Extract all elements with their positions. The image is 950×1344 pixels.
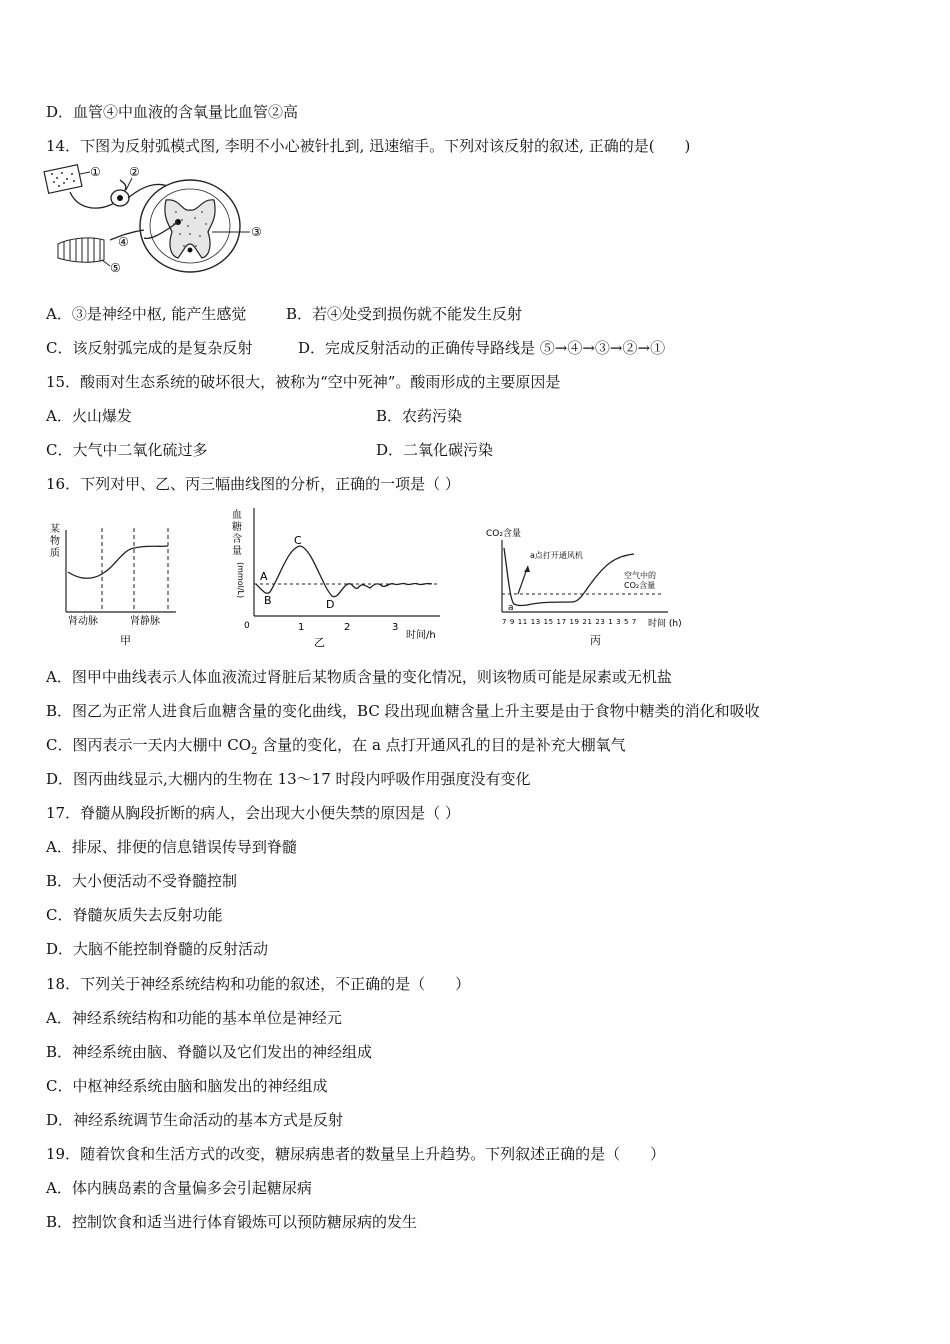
q18-option-d: D．神经系统调节生命活动的基本方式是反射 bbox=[46, 1111, 344, 1129]
chart-jia-x1: 肾动脉 bbox=[68, 616, 98, 627]
q16-option-c-sub: 2 bbox=[251, 746, 258, 757]
q14-stem: 14．下图为反射弧模式图, 李明不小心被针扎到, 迅速缩手。下列对该反射的叙述, 正确的是( ) bbox=[46, 137, 691, 155]
chart-jia-ylabel-3: 质 bbox=[50, 548, 60, 559]
q17-option-d: D．大脑不能控制脊髓的反射活动 bbox=[46, 940, 269, 958]
arrow-up-icon bbox=[524, 566, 530, 572]
q14-option-a: A．③是神经中枢, 能产生感觉 bbox=[46, 305, 247, 323]
chart-bing-legend-2: CO₂含量 bbox=[624, 581, 656, 590]
label-5: ⑤ bbox=[110, 261, 121, 275]
chart-bing-caption: 丙 bbox=[590, 634, 601, 647]
muscle-effector-icon bbox=[58, 238, 104, 262]
q15-option-a: A．火山爆发 bbox=[46, 407, 132, 425]
chart-yi-ylabel-1: 血 bbox=[232, 510, 242, 521]
q18-stem: 18．下列关于神经系统结构和功能的叙述，不正确的是（ ） bbox=[46, 975, 471, 993]
q19-option-b: B．控制饮食和适当进行体育锻炼可以预防糖尿病的发生 bbox=[46, 1213, 418, 1231]
q13-option-d: D．血管④中血液的含氧量比血管②高 bbox=[46, 103, 299, 121]
q15-option-d: D．二氧化碳污染 bbox=[376, 441, 494, 459]
q16-stem: 16．下列对甲、乙、丙三幅曲线图的分析，正确的一项是（ ） bbox=[46, 475, 460, 493]
chart-jia-x2: 肾静脉 bbox=[130, 616, 160, 627]
chart-bing bbox=[484, 526, 694, 650]
q17-option-a: A．排尿、排便的信息错误传导到脊髓 bbox=[46, 838, 297, 856]
chart-yi-point-b: B bbox=[264, 594, 272, 607]
chart-yi-point-a: A bbox=[260, 570, 268, 583]
q16-option-a: A．图甲中曲线表示人体血液流过肾脏后某物质含量的变化情况，则该物质可能是尿素或无机盐 bbox=[46, 668, 672, 686]
chart-jia-ylabel-1: 某 bbox=[50, 524, 60, 535]
chart-yi-unit: (mmol/L) bbox=[236, 562, 245, 599]
label-1: ① bbox=[90, 165, 101, 179]
q15-option-b: B．农药污染 bbox=[376, 407, 463, 425]
chart-yi-origin: 0 bbox=[244, 621, 250, 631]
q16-option-c-pre: C．图丙表示一天内大棚中 CO bbox=[46, 736, 252, 754]
chart-yi-caption: 乙 bbox=[314, 636, 325, 649]
chart-yi-tick-3: 3 bbox=[392, 622, 399, 633]
chart-bing-point-a: a bbox=[508, 603, 514, 613]
q16-option-b: B．图乙为正常人进食后血糖含量的变化曲线，BC 段出现血糖含量上升主要是由于食物中糖类的消化和吸收 bbox=[46, 702, 760, 720]
chart-yi-xlabel: 时间/h bbox=[406, 630, 436, 641]
q18-option-b: B．神经系统由脑、脊髓以及它们发出的神经组成 bbox=[46, 1043, 373, 1061]
q19-stem: 19．随着饮食和生活方式的改变，糖尿病患者的数量呈上升趋势。下列叙述正确的是（ ） bbox=[46, 1145, 666, 1163]
label-4: ④ bbox=[118, 235, 129, 249]
label-3: ③ bbox=[251, 225, 262, 239]
q17-stem: 17．脊髓从胸段折断的病人，会出现大小便失禁的原因是（ ） bbox=[46, 804, 460, 822]
q15-option-c: C．大气中二氧化硫过多 bbox=[46, 441, 208, 459]
q17-option-c: C．脊髓灰质失去反射功能 bbox=[46, 906, 223, 924]
chart-bing-annotation: a点打开通风机 bbox=[530, 551, 583, 560]
q18-option-c: C．中枢神经系统由脑和脑发出的神经组成 bbox=[46, 1077, 328, 1095]
chart-bing-ticks: 7 9 11 13 15 17 19 21 23 1 3 5 7 bbox=[502, 618, 637, 626]
chart-yi-point-c: C bbox=[294, 534, 302, 547]
chart-bing-xlabel: 时间 (h) bbox=[648, 619, 682, 629]
q17-option-b: B．大小便活动不受脊髓控制 bbox=[46, 872, 238, 890]
q16-option-c bbox=[46, 735, 626, 762]
chart-jia-ylabel-2: 物 bbox=[50, 536, 60, 547]
chart-yi-curve bbox=[256, 546, 432, 597]
reflex-arc-diagram bbox=[40, 160, 280, 280]
chart-yi-ylabel-2: 糖 bbox=[232, 522, 242, 533]
chart-yi bbox=[228, 504, 450, 650]
chart-jia bbox=[44, 520, 194, 650]
chart-yi-tick-1: 1 bbox=[298, 622, 305, 633]
chart-jia-caption: 甲 bbox=[120, 634, 131, 647]
skin-receptor-icon bbox=[44, 165, 82, 194]
q16-option-d: D．图丙曲线显示,大棚内的生物在 13～17 时段内呼吸作用强度没有变化 bbox=[46, 770, 531, 788]
q15-stem: 15．酸雨对生态系统的破坏很大，被称为“空中死神”。酸雨形成的主要原因是 bbox=[46, 373, 561, 391]
q16-option-c-post: 含量的变化，在 a 点打开通风孔的目的是补充大棚氧气 bbox=[257, 736, 626, 754]
q14-option-b: B．若④处受到损伤就不能发生反射 bbox=[286, 305, 523, 323]
label-2: ② bbox=[129, 165, 140, 179]
chart-yi-ylabel-3: 含 bbox=[232, 534, 242, 545]
chart-jia-curve bbox=[68, 546, 168, 578]
q14-option-d: D．完成反射活动的正确传导路线是 ⑤→④→③→②→① bbox=[298, 339, 666, 357]
chart-yi-ylabel-4: 量 bbox=[232, 546, 242, 557]
q14-option-c: C．该反射弧完成的是复杂反射 bbox=[46, 339, 253, 357]
q19-option-a: A．体内胰岛素的含量偏多会引起糖尿病 bbox=[46, 1179, 312, 1197]
chart-yi-point-d: D bbox=[326, 598, 335, 611]
q18-option-a: A．神经系统结构和功能的基本单位是神经元 bbox=[46, 1009, 342, 1027]
chart-yi-tick-2: 2 bbox=[344, 622, 351, 633]
chart-bing-legend-1: 空气中的 bbox=[624, 571, 656, 580]
chart-bing-ylabel: CO₂含量 bbox=[486, 529, 521, 539]
